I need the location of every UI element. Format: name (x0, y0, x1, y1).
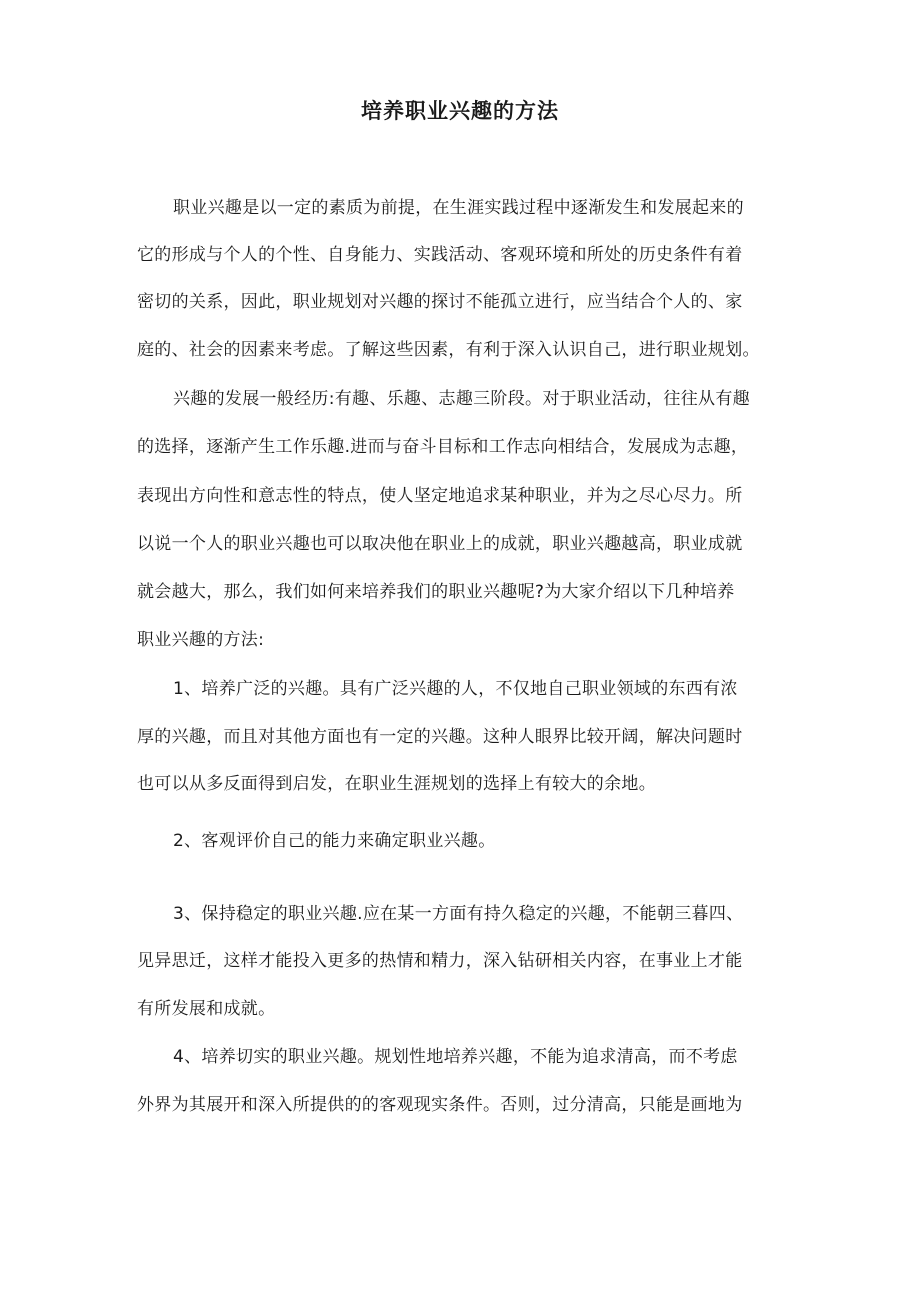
paragraph-line: 它的形成与个人的个性、自身能力、实践活动、客观环境和所处的历史条件有着 (137, 245, 743, 265)
paragraph-line: 就会越大，那么，我们如何来培养我们的职业兴趣呢?为大家介绍以下几种培养 (137, 582, 735, 602)
paragraph-line: 厚的兴趣，而且对其他方面也有一定的兴趣。这种人眼界比较开阔，解决问题时 (137, 727, 743, 747)
list-item-line: 1、培养广泛的兴趣。具有广泛兴趣的人，不仅地自己职业领域的东西有浓 (173, 679, 738, 699)
paragraph-line: 的选择，逐渐产生工作乐趣.进而与奋斗目标和工作志向相结合，发展成为志趣， (137, 437, 749, 457)
paragraph-line: 职业兴趣是以一定的素质为前提，在生涯实践过程中逐渐发生和发展起来的 (173, 198, 744, 218)
paragraph-line: 职业兴趣的方法: (137, 630, 265, 650)
paragraph-line: 也可以从多反面得到启发，在职业生涯规划的选择上有较大的余地。 (137, 774, 656, 794)
paragraph-line: 见异思迁，这样才能投入更多的热情和精力，深入钻研相关内容，在事业上才能 (137, 951, 743, 971)
paragraph-line: 表现出方向性和意志性的特点，使人坚定地追求某种职业，并为之尽心尽力。所 (137, 486, 743, 506)
document-title: 培养职业兴趣的方法 (361, 99, 559, 123)
paragraph-line: 以说一个人的职业兴趣也可以取决他在职业上的成就，职业兴趣越高，职业成就 (137, 534, 743, 554)
list-item-line: 2、客观评价自己的能力来确定职业兴趣。 (173, 831, 496, 851)
paragraph-line: 有所发展和成就。 (137, 999, 276, 1019)
paragraph-line: 外界为其展开和深入所提供的的客观现实条件。否则，过分清高，只能是画地为 (137, 1095, 743, 1115)
list-item-line: 4、培养切实的职业兴趣。规划性地培养兴趣，不能为追求清高，而不考虑 (173, 1047, 738, 1067)
list-item-line: 3、保持稳定的职业兴趣.应在某一方面有持久稳定的兴趣，不能朝三暮四、 (173, 904, 744, 924)
paragraph-line: 庭的、社会的因素来考虑。了解这些因素，有利于深入认识自己，进行职业规划。 (137, 340, 760, 360)
paragraph-line: 兴趣的发展一般经历:有趣、乐趣、志趣三阶段。对于职业活动，往往从有趣 (173, 389, 750, 409)
paragraph-line: 密切的关系，因此，职业规划对兴趣的探讨不能孤立进行，应当结合个人的、家 (137, 292, 743, 312)
